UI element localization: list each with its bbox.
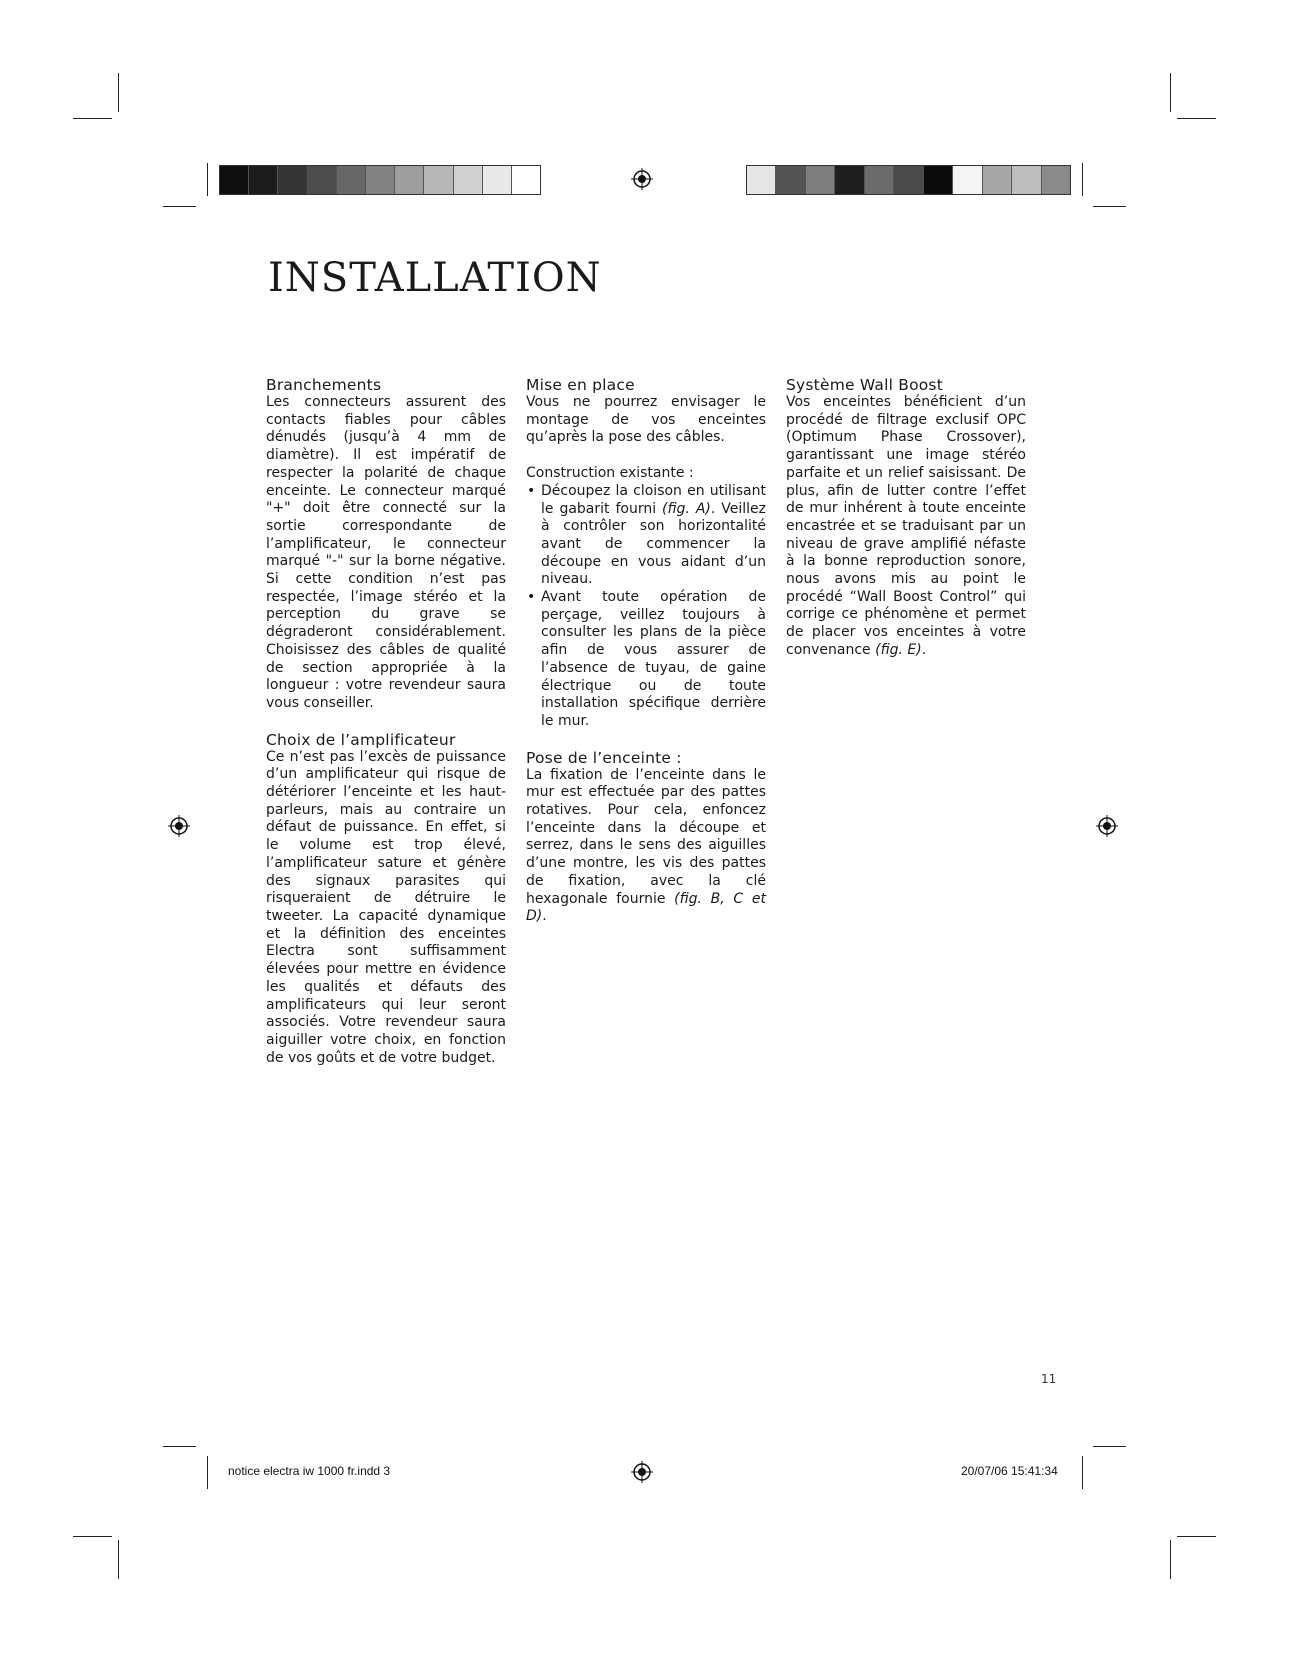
crop-mark bbox=[118, 1540, 119, 1579]
column-left bbox=[266, 376, 506, 1067]
calibration-swatch bbox=[249, 166, 278, 194]
bleed-mark bbox=[1082, 163, 1083, 196]
section-body: Vous ne pourrez envisager le montage de vos enceintes qu’après la pose des câbles. bbox=[526, 394, 766, 446]
crop-mark bbox=[1170, 1540, 1171, 1579]
calibration-swatch bbox=[983, 166, 1012, 194]
figure-reference: (fig. E) bbox=[875, 641, 922, 658]
calibration-swatch bbox=[454, 166, 483, 194]
crop-mark bbox=[1177, 1536, 1216, 1537]
registration-mark-icon bbox=[631, 168, 653, 190]
bleed-mark bbox=[1093, 206, 1126, 207]
slug-timestamp: 20/07/06 15:41:34 bbox=[961, 1464, 1058, 1478]
calibration-swatch bbox=[776, 166, 805, 194]
calibration-swatch bbox=[1012, 166, 1041, 194]
calibration-swatch bbox=[953, 166, 982, 194]
calibration-bar-left bbox=[219, 165, 541, 195]
registration-mark-icon bbox=[631, 1461, 653, 1483]
calibration-swatch bbox=[924, 166, 953, 194]
bleed-mark bbox=[163, 1446, 196, 1447]
calibration-swatch bbox=[512, 166, 540, 194]
section-heading: Système Wall Boost bbox=[786, 376, 943, 394]
list-item: • Avant toute opération de perçage, veillez toujours à consulter les plans de la pièce afin de vous assurer de l’absence de tuyau, de gaine électrique ou de toute installation spécifique derrière le mur. bbox=[526, 589, 766, 731]
figure-reference: (fig. A) bbox=[662, 500, 711, 517]
section-body: Ce n’est pas l’excès de puissance d’un amplificateur qui risque de détériorer l’enceinte et les haut-parleurs, mais au contraire un défaut de puissance. En effet, si le volume est trop élevé, l’amplificateur sature et génère des signaux parasites qui risqueraient de détruire le tweeter. La capacité dynamique et la définition des enceintes Electra sont suffisamment élevées pour mettre en évidence les qualités et défauts des amplificateurs qui leur seront associés. Votre revendeur saura aiguiller votre choix, en fonction de vos goûts et de votre budget. bbox=[266, 748, 506, 1066]
subheading: Construction existante : bbox=[526, 465, 694, 482]
bleed-mark bbox=[1082, 1456, 1083, 1489]
section-heading: Pose de l’enceinte : bbox=[526, 748, 682, 767]
bleed-mark bbox=[207, 1456, 208, 1489]
calibration-swatch bbox=[1042, 166, 1070, 194]
section-body: Les connecteurs assurent des contacts fiables pour câbles dénudés (jusqu’à 4 mm de diamètre). Il est impératif de respecter la polarité de chaque enceinte. Le connecteur marqué "+" doit être connecté sur la sortie correspondante de l’amplificateur, le connecteur marqué "-" sur la borne négative. Si cette condition n’est pas respectée, l’image stéréo et la perception du grave se dégraderont considérablement. Choisissez des câbles de qualité de section appropriée à la longueur : votre revendeur saura vous conseiller. bbox=[266, 394, 506, 711]
calibration-swatch bbox=[395, 166, 424, 194]
calibration-swatch bbox=[220, 166, 249, 194]
list-item: • Découpez la cloison en utilisant le gabarit fourni (fig. A). Veillez à contrôler son horizontalité avant de commencer la découpe en vous aidant d’un niveau. bbox=[526, 483, 766, 589]
section-body: La fixation de l’enceinte dans le mur est effectuée par des pattes rotatives. Pour cela, enfoncez l’enceinte dans la découpe et serrez, dans le sens des aiguilles d’une montre, les vis des pattes de fixation, avec la clé hexagonale fournie (fig. B, C et D). bbox=[526, 766, 766, 925]
calibration-swatch bbox=[424, 166, 453, 194]
page-title: INSTALLATION bbox=[268, 255, 602, 301]
calibration-swatch bbox=[337, 166, 366, 194]
section-heading: Choix de l’amplificateur bbox=[266, 730, 456, 749]
calibration-swatch bbox=[366, 166, 395, 194]
calibration-swatch bbox=[483, 166, 512, 194]
bleed-mark bbox=[1093, 1446, 1126, 1447]
calibration-swatch bbox=[865, 166, 894, 194]
page-number: 11 bbox=[1041, 1372, 1057, 1386]
slug-filename: notice electra iw 1000 fr.indd 3 bbox=[228, 1464, 391, 1478]
calibration-swatch bbox=[278, 166, 307, 194]
section-heading: Mise en place bbox=[526, 376, 635, 394]
crop-mark bbox=[73, 118, 112, 119]
calibration-swatch bbox=[747, 166, 776, 194]
column-middle bbox=[526, 376, 766, 926]
registration-mark-icon bbox=[168, 815, 190, 837]
registration-mark-icon bbox=[1096, 815, 1118, 837]
column-right bbox=[786, 376, 1026, 660]
bullet-list bbox=[526, 483, 766, 731]
calibration-swatch bbox=[806, 166, 835, 194]
section-body: Vos enceintes bénéficient d’un procédé de filtrage exclusif OPC (Optimum Phase Crossover), garantissant une image stéréo parfaite et un relief saisissant. De plus, afin de lutter contre l’effet de mur inhérent à toute enceinte encastrée et se traduisant par un niveau de grave amplifié néfaste à la bonne reproduction sonore, nous avons mis au point le procédé “Wall Boost Control” qui corrige ce phénomène et permet de placer vos enceintes à votre convenance (fig. E). bbox=[786, 394, 1026, 658]
crop-mark bbox=[118, 73, 119, 112]
calibration-bar-right bbox=[746, 165, 1071, 195]
calibration-swatch bbox=[894, 166, 923, 194]
calibration-swatch bbox=[835, 166, 864, 194]
crop-mark bbox=[73, 1536, 112, 1537]
bleed-mark bbox=[163, 206, 196, 207]
calibration-swatch bbox=[308, 166, 337, 194]
figure-reference: (fig. B, C et D) bbox=[526, 890, 766, 925]
crop-mark bbox=[1170, 73, 1171, 112]
bleed-mark bbox=[207, 163, 208, 196]
crop-mark bbox=[1177, 118, 1216, 119]
section-heading: Branchements bbox=[266, 376, 382, 394]
